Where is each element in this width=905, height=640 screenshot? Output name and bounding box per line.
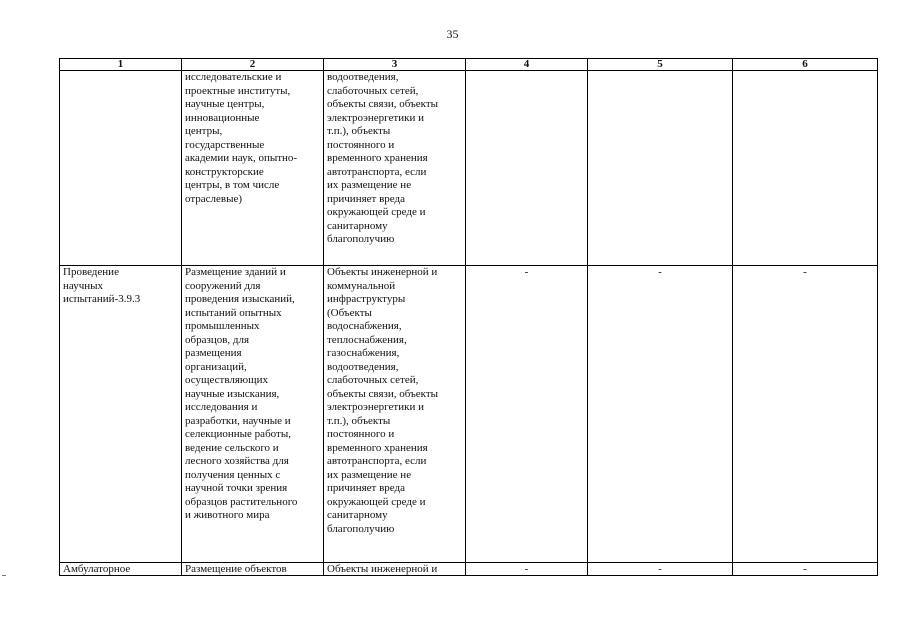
table-row: [60, 266, 878, 563]
column-header: 4: [466, 59, 588, 71]
table-cell: [60, 71, 182, 266]
land-use-table: [59, 58, 878, 576]
table-cell: Проведение научных испытаний-3.9.3: [60, 266, 182, 563]
column-header: 2: [182, 59, 324, 71]
column-header: 5: [588, 59, 733, 71]
table-cell: Размещение зданий и сооружений для проведения изысканий, испытаний опытных промышленных образцов, для размещения организаций, осуществляющих научные изыскания, исследования и разработки, научные и селекционные работы, ведение сельского и лесного хозяйства для получения ценных с научной точки зрения образцов растительного и животного мира: [182, 266, 324, 563]
scan-artifact: [2, 575, 6, 576]
table-cell: -: [733, 563, 878, 576]
table-cell: -: [588, 266, 733, 563]
table-cell: -: [733, 266, 878, 563]
table-row: [60, 71, 878, 266]
table-row: [60, 563, 878, 576]
column-header: 3: [324, 59, 466, 71]
table-cell: исследовательские и проектные институты, научные центры, инновационные центры, государственные академии наук, опытно- конструкторские центры, в том числе отраслевые): [182, 71, 324, 266]
table-cell: Объекты инженерной и коммунальной инфраструктуры (Объекты водоснабжения, теплоснабжения, газоснабжения, водоотведения, слаботочных сетей, объекты связи, объекты электроэнергетики и т.п.), объекты постоянного и временного хранения автотранспорта, если их размещение не причиняет вреда окружающей среде и санитарному благополучию: [324, 266, 466, 563]
table-cell: Объекты инженерной и: [324, 563, 466, 576]
table-cell: водоотведения, слаботочных сетей, объекты связи, объекты электроэнергетики и т.п.), объекты постоянного и временного хранения автотранспорта, если их размещение не причиняет вреда окружающей среде и санитарному благополучию: [324, 71, 466, 266]
table-cell: Размещение объектов: [182, 563, 324, 576]
table-cell: [733, 71, 878, 266]
table-cell: -: [588, 563, 733, 576]
table-cell: [466, 71, 588, 266]
table-cell: Амбулаторное: [60, 563, 182, 576]
column-header: 1: [60, 59, 182, 71]
table-cell: [588, 71, 733, 266]
header-row: [60, 59, 878, 71]
page-number: 35: [446, 27, 459, 41]
table-cell: -: [466, 563, 588, 576]
table-cell: -: [466, 266, 588, 563]
column-header: 6: [733, 59, 878, 71]
